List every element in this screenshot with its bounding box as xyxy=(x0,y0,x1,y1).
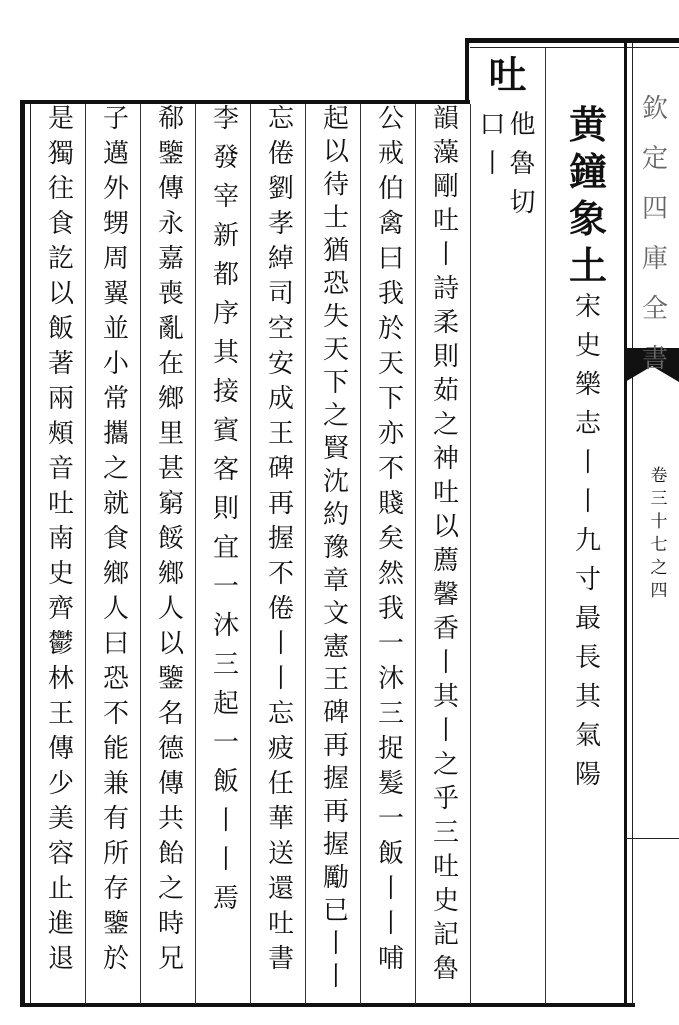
text-column xyxy=(90,106,142,981)
glyph: 起 xyxy=(212,689,239,719)
glyph: 是 xyxy=(47,104,74,134)
glyph: 庫 xyxy=(641,244,668,274)
heart-line xyxy=(625,838,679,839)
glyph: 安 xyxy=(267,349,294,379)
glyph: 哺 xyxy=(377,944,404,974)
frame-top-border xyxy=(465,38,679,43)
glyph: 剛 xyxy=(432,172,459,202)
glyph: 書 xyxy=(267,944,294,974)
glyph: 能 xyxy=(102,734,129,764)
glyph: 我 xyxy=(377,594,404,624)
glyph: 兩 xyxy=(47,384,74,414)
glyph: 王 xyxy=(47,699,74,729)
glyph: 則 xyxy=(212,494,239,524)
glyph: 魯 xyxy=(509,149,536,179)
glyph: 土 xyxy=(568,243,607,288)
glyph: 鬱 xyxy=(47,629,74,659)
glyph: 鐘 xyxy=(568,149,607,194)
glyph: 起 xyxy=(322,104,349,134)
glyph: 以 xyxy=(157,629,184,659)
glyph: 一 xyxy=(212,728,239,758)
glyph: 吐 xyxy=(432,852,459,882)
glyph: 約 xyxy=(322,500,349,530)
glyph: 送 xyxy=(267,839,294,869)
glyph: 飯 xyxy=(212,767,239,797)
glyph: 往 xyxy=(47,174,74,204)
glyph: 甥 xyxy=(102,209,129,239)
glyph: 賓 xyxy=(212,416,239,446)
glyph: 吐 xyxy=(432,206,459,236)
glyph: 碑 xyxy=(267,454,294,484)
library-title xyxy=(640,96,670,396)
glyph: 鑒 xyxy=(157,664,184,694)
glyph: 十 xyxy=(650,512,668,532)
glyph: 以 xyxy=(47,279,74,309)
glyph: 他 xyxy=(509,110,536,140)
glyph: 然 xyxy=(377,559,404,589)
glyph: 一 xyxy=(377,629,404,659)
glyph: 吐 xyxy=(47,489,74,519)
glyph: 七 xyxy=(650,535,668,555)
glyph: 樂 xyxy=(574,370,601,400)
glyph: 再 xyxy=(322,797,349,827)
glyph: 孝 xyxy=(267,209,294,239)
glyph: 外 xyxy=(102,174,129,204)
glyph: 常 xyxy=(102,384,129,414)
glyph: 卷 xyxy=(650,466,668,486)
glyph: 名 xyxy=(157,699,184,729)
glyph: 宜 xyxy=(212,533,239,563)
glyph: 待 xyxy=(322,170,349,200)
glyph: 之 xyxy=(432,410,459,440)
glyph: 伯 xyxy=(377,174,404,204)
frame-bottom xyxy=(20,1003,635,1007)
glyph: 一 xyxy=(212,572,239,602)
glyph: 丨 xyxy=(267,629,294,659)
glyph: 兄 xyxy=(157,944,184,974)
glyph: 鄉 xyxy=(157,559,184,589)
glyph: 忘 xyxy=(267,104,294,134)
glyph: 憲 xyxy=(322,632,349,662)
glyph: 史 xyxy=(432,886,459,916)
glyph: 就 xyxy=(102,489,129,519)
glyph: 永 xyxy=(157,209,184,239)
glyph: 丨 xyxy=(574,448,601,478)
glyph: 詩 xyxy=(432,274,459,304)
header-head-char: 吐 xyxy=(488,52,527,97)
glyph: 丨 xyxy=(377,874,404,904)
glyph: 丨 xyxy=(432,240,459,270)
glyph: 握 xyxy=(267,524,294,554)
glyph: 丨 xyxy=(479,149,506,179)
glyph: 猶 xyxy=(322,236,349,266)
glyph: 周 xyxy=(102,244,129,274)
glyph: 一 xyxy=(377,804,404,834)
glyph: 亦 xyxy=(377,419,404,449)
glyph: 任 xyxy=(267,769,294,799)
glyph: 宰 xyxy=(212,182,239,212)
glyph: 文 xyxy=(322,599,349,629)
volume-label xyxy=(645,468,673,606)
glyph: 嘉 xyxy=(157,244,184,274)
glyph: 忘 xyxy=(267,699,294,729)
glyph: 下 xyxy=(377,384,404,414)
glyph: 少 xyxy=(47,769,74,799)
glyph: 藻 xyxy=(432,138,459,168)
glyph: 其 xyxy=(212,338,239,368)
glyph: 象 xyxy=(568,196,607,241)
glyph: 鑒 xyxy=(102,909,129,939)
glyph: 史 xyxy=(574,331,601,361)
glyph: 倦 xyxy=(267,594,294,624)
glyph: 接 xyxy=(212,377,239,407)
column-rule xyxy=(545,48,546,1004)
glyph: 髮 xyxy=(377,769,404,799)
glyph: 公 xyxy=(377,104,404,134)
glyph: 已 xyxy=(322,896,349,926)
glyph: 新 xyxy=(212,221,239,251)
glyph: 志 xyxy=(574,409,601,439)
glyph: 丨 xyxy=(377,909,404,939)
glyph: 恐 xyxy=(102,664,129,694)
glyph: 長 xyxy=(574,643,601,673)
glyph: 碑 xyxy=(322,698,349,728)
glyph: 欽 xyxy=(641,94,668,124)
glyph: 定 xyxy=(641,144,668,174)
text-column xyxy=(145,106,197,981)
glyph: 戒 xyxy=(377,139,404,169)
glyph: 所 xyxy=(102,839,129,869)
glyph: 客 xyxy=(212,455,239,485)
glyph: 音 xyxy=(47,454,74,484)
glyph: 之 xyxy=(432,750,459,780)
glyph: 在 xyxy=(157,349,184,379)
glyph: 並 xyxy=(102,314,129,344)
glyph: 天 xyxy=(377,349,404,379)
glyph: 甚 xyxy=(157,454,184,484)
glyph: 丨 xyxy=(432,716,459,746)
glyph: 三 xyxy=(650,489,668,509)
glyph: 薦 xyxy=(432,546,459,576)
glyph: 丨 xyxy=(212,845,239,875)
text-column xyxy=(310,106,362,997)
glyph: 小 xyxy=(102,349,129,379)
glyph: 口 xyxy=(479,110,506,140)
frame-right-outer xyxy=(632,43,633,1005)
glyph: 鄉 xyxy=(102,559,129,589)
glyph: 頰 xyxy=(47,419,74,449)
glyph: 禽 xyxy=(377,209,404,239)
glyph: 賢 xyxy=(322,434,349,464)
glyph: 焉 xyxy=(212,884,239,914)
glyph: 四 xyxy=(641,194,668,224)
glyph: 疲 xyxy=(267,734,294,764)
glyph: 沈 xyxy=(322,467,349,497)
glyph: 攜 xyxy=(102,419,129,449)
glyph: 華 xyxy=(267,804,294,834)
glyph: 丨 xyxy=(574,487,601,517)
glyph: 則 xyxy=(432,342,459,372)
glyph: 寸 xyxy=(574,565,601,595)
glyph: 王 xyxy=(267,419,294,449)
glyph: 飯 xyxy=(377,839,404,869)
glyph: 全 xyxy=(641,294,668,324)
glyph: 三 xyxy=(432,818,459,848)
glyph: 進 xyxy=(47,909,74,939)
glyph: 柔 xyxy=(432,308,459,338)
glyph: 宋 xyxy=(574,292,601,322)
glyph: 於 xyxy=(377,314,404,344)
glyph: 喪 xyxy=(157,279,184,309)
glyph: 之 xyxy=(650,558,668,578)
glyph: 陽 xyxy=(574,760,601,790)
glyph: 餒 xyxy=(157,524,184,554)
text-column-1 xyxy=(555,102,621,801)
glyph: 三 xyxy=(212,650,239,680)
glyph: 再 xyxy=(267,489,294,519)
glyph: 三 xyxy=(377,699,404,729)
glyph: 恐 xyxy=(322,269,349,299)
glyph: 翼 xyxy=(102,279,129,309)
glyph: 以 xyxy=(432,512,459,542)
glyph: 章 xyxy=(322,566,349,596)
glyph: 之 xyxy=(322,401,349,431)
frame-top-inner xyxy=(470,47,679,48)
glyph: 握 xyxy=(322,830,349,860)
glyph: 成 xyxy=(267,384,294,414)
glyph: 食 xyxy=(102,524,129,554)
glyph: 沐 xyxy=(377,664,404,694)
header-annotation-line xyxy=(479,112,505,229)
header-entry-column xyxy=(475,52,540,229)
glyph: 丨 xyxy=(432,648,459,678)
glyph: 四 xyxy=(650,581,668,601)
glyph: 倦 xyxy=(267,139,294,169)
glyph: 之 xyxy=(102,454,129,484)
glyph: 林 xyxy=(47,664,74,694)
glyph: 韻 xyxy=(432,104,459,134)
glyph: 不 xyxy=(102,699,129,729)
glyph: 士 xyxy=(322,203,349,233)
glyph: 書 xyxy=(641,344,668,374)
glyph: 飴 xyxy=(157,839,184,869)
entry-term xyxy=(568,102,607,294)
glyph: 鄉 xyxy=(157,384,184,414)
glyph: 傳 xyxy=(47,734,74,764)
glyph: 我 xyxy=(377,279,404,309)
glyph: 共 xyxy=(157,804,184,834)
glyph: 吐 xyxy=(267,909,294,939)
glyph: 鑒 xyxy=(157,139,184,169)
glyph: 其 xyxy=(432,682,459,712)
glyph: 子 xyxy=(102,104,129,134)
glyph: 發 xyxy=(212,143,239,173)
glyph: 容 xyxy=(47,839,74,869)
glyph: 齊 xyxy=(47,594,74,624)
text-column xyxy=(420,106,472,990)
glyph: 獨 xyxy=(47,139,74,169)
glyph: 丨 xyxy=(322,929,349,959)
glyph: 以 xyxy=(322,137,349,167)
text-column xyxy=(200,106,252,925)
glyph: 司 xyxy=(267,279,294,309)
glyph: 神 xyxy=(432,444,459,474)
glyph: 賤 xyxy=(377,489,404,519)
frame-right xyxy=(624,43,627,1005)
glyph: 香 xyxy=(432,614,459,644)
glyph: 握 xyxy=(322,764,349,794)
glyph: 丨 xyxy=(322,962,349,992)
glyph: 有 xyxy=(102,804,129,834)
glyph: 吐 xyxy=(432,478,459,508)
glyph: 訖 xyxy=(47,244,74,274)
glyph: 人 xyxy=(102,594,129,624)
glyph: 綽 xyxy=(267,244,294,274)
glyph: 豫 xyxy=(322,533,349,563)
glyph: 沐 xyxy=(212,611,239,641)
glyph: 九 xyxy=(574,526,601,556)
entry-note xyxy=(575,294,601,801)
glyph: 美 xyxy=(47,804,74,834)
glyph: 里 xyxy=(157,419,184,449)
glyph: 傳 xyxy=(157,174,184,204)
glyph: 乎 xyxy=(432,784,459,814)
glyph: 丨 xyxy=(212,806,239,836)
glyph: 不 xyxy=(267,559,294,589)
glyph: 郗 xyxy=(157,104,184,134)
glyph: 記 xyxy=(432,920,459,950)
glyph: 王 xyxy=(322,665,349,695)
header-annotation-line xyxy=(510,112,536,229)
frame-left xyxy=(20,100,25,1005)
glyph: 人 xyxy=(157,594,184,624)
glyph: 飯 xyxy=(47,314,74,344)
glyph: 時 xyxy=(157,909,184,939)
glyph: 最 xyxy=(574,604,601,634)
glyph: 李 xyxy=(212,104,239,134)
glyph: 著 xyxy=(47,349,74,379)
glyph: 食 xyxy=(47,209,74,239)
text-column xyxy=(255,106,307,981)
glyph: 矣 xyxy=(377,524,404,554)
frame-left-inner xyxy=(30,104,31,1004)
glyph: 曰 xyxy=(102,629,129,659)
glyph: 氣 xyxy=(574,721,601,751)
glyph: 再 xyxy=(322,731,349,761)
glyph: 不 xyxy=(377,454,404,484)
glyph: 捉 xyxy=(377,734,404,764)
glyph: 亂 xyxy=(157,314,184,344)
glyph: 兼 xyxy=(102,769,129,799)
glyph: 曰 xyxy=(377,244,404,274)
glyph: 丨 xyxy=(267,664,294,694)
glyph: 德 xyxy=(157,734,184,764)
glyph: 都 xyxy=(212,260,239,290)
glyph: 存 xyxy=(102,874,129,904)
glyph: 魯 xyxy=(432,954,459,984)
glyph: 序 xyxy=(212,299,239,329)
frame-header-left xyxy=(465,38,469,104)
glyph: 南 xyxy=(47,524,74,554)
glyph: 邁 xyxy=(102,139,129,169)
glyph: 馨 xyxy=(432,580,459,610)
glyph: 失 xyxy=(322,302,349,332)
glyph: 切 xyxy=(509,188,536,218)
glyph: 黄 xyxy=(568,102,607,147)
glyph: 天 xyxy=(322,335,349,365)
glyph: 窮 xyxy=(157,489,184,519)
glyph: 其 xyxy=(574,682,601,712)
glyph: 之 xyxy=(157,874,184,904)
glyph: 劉 xyxy=(267,174,294,204)
glyph: 下 xyxy=(322,368,349,398)
text-column xyxy=(35,106,87,981)
glyph: 勵 xyxy=(322,863,349,893)
glyph: 傳 xyxy=(157,769,184,799)
glyph: 退 xyxy=(47,944,74,974)
text-column xyxy=(365,106,417,981)
glyph: 史 xyxy=(47,559,74,589)
glyph: 還 xyxy=(267,874,294,904)
glyph: 空 xyxy=(267,314,294,344)
glyph: 止 xyxy=(47,874,74,904)
glyph: 茹 xyxy=(432,376,459,406)
glyph: 於 xyxy=(102,944,129,974)
